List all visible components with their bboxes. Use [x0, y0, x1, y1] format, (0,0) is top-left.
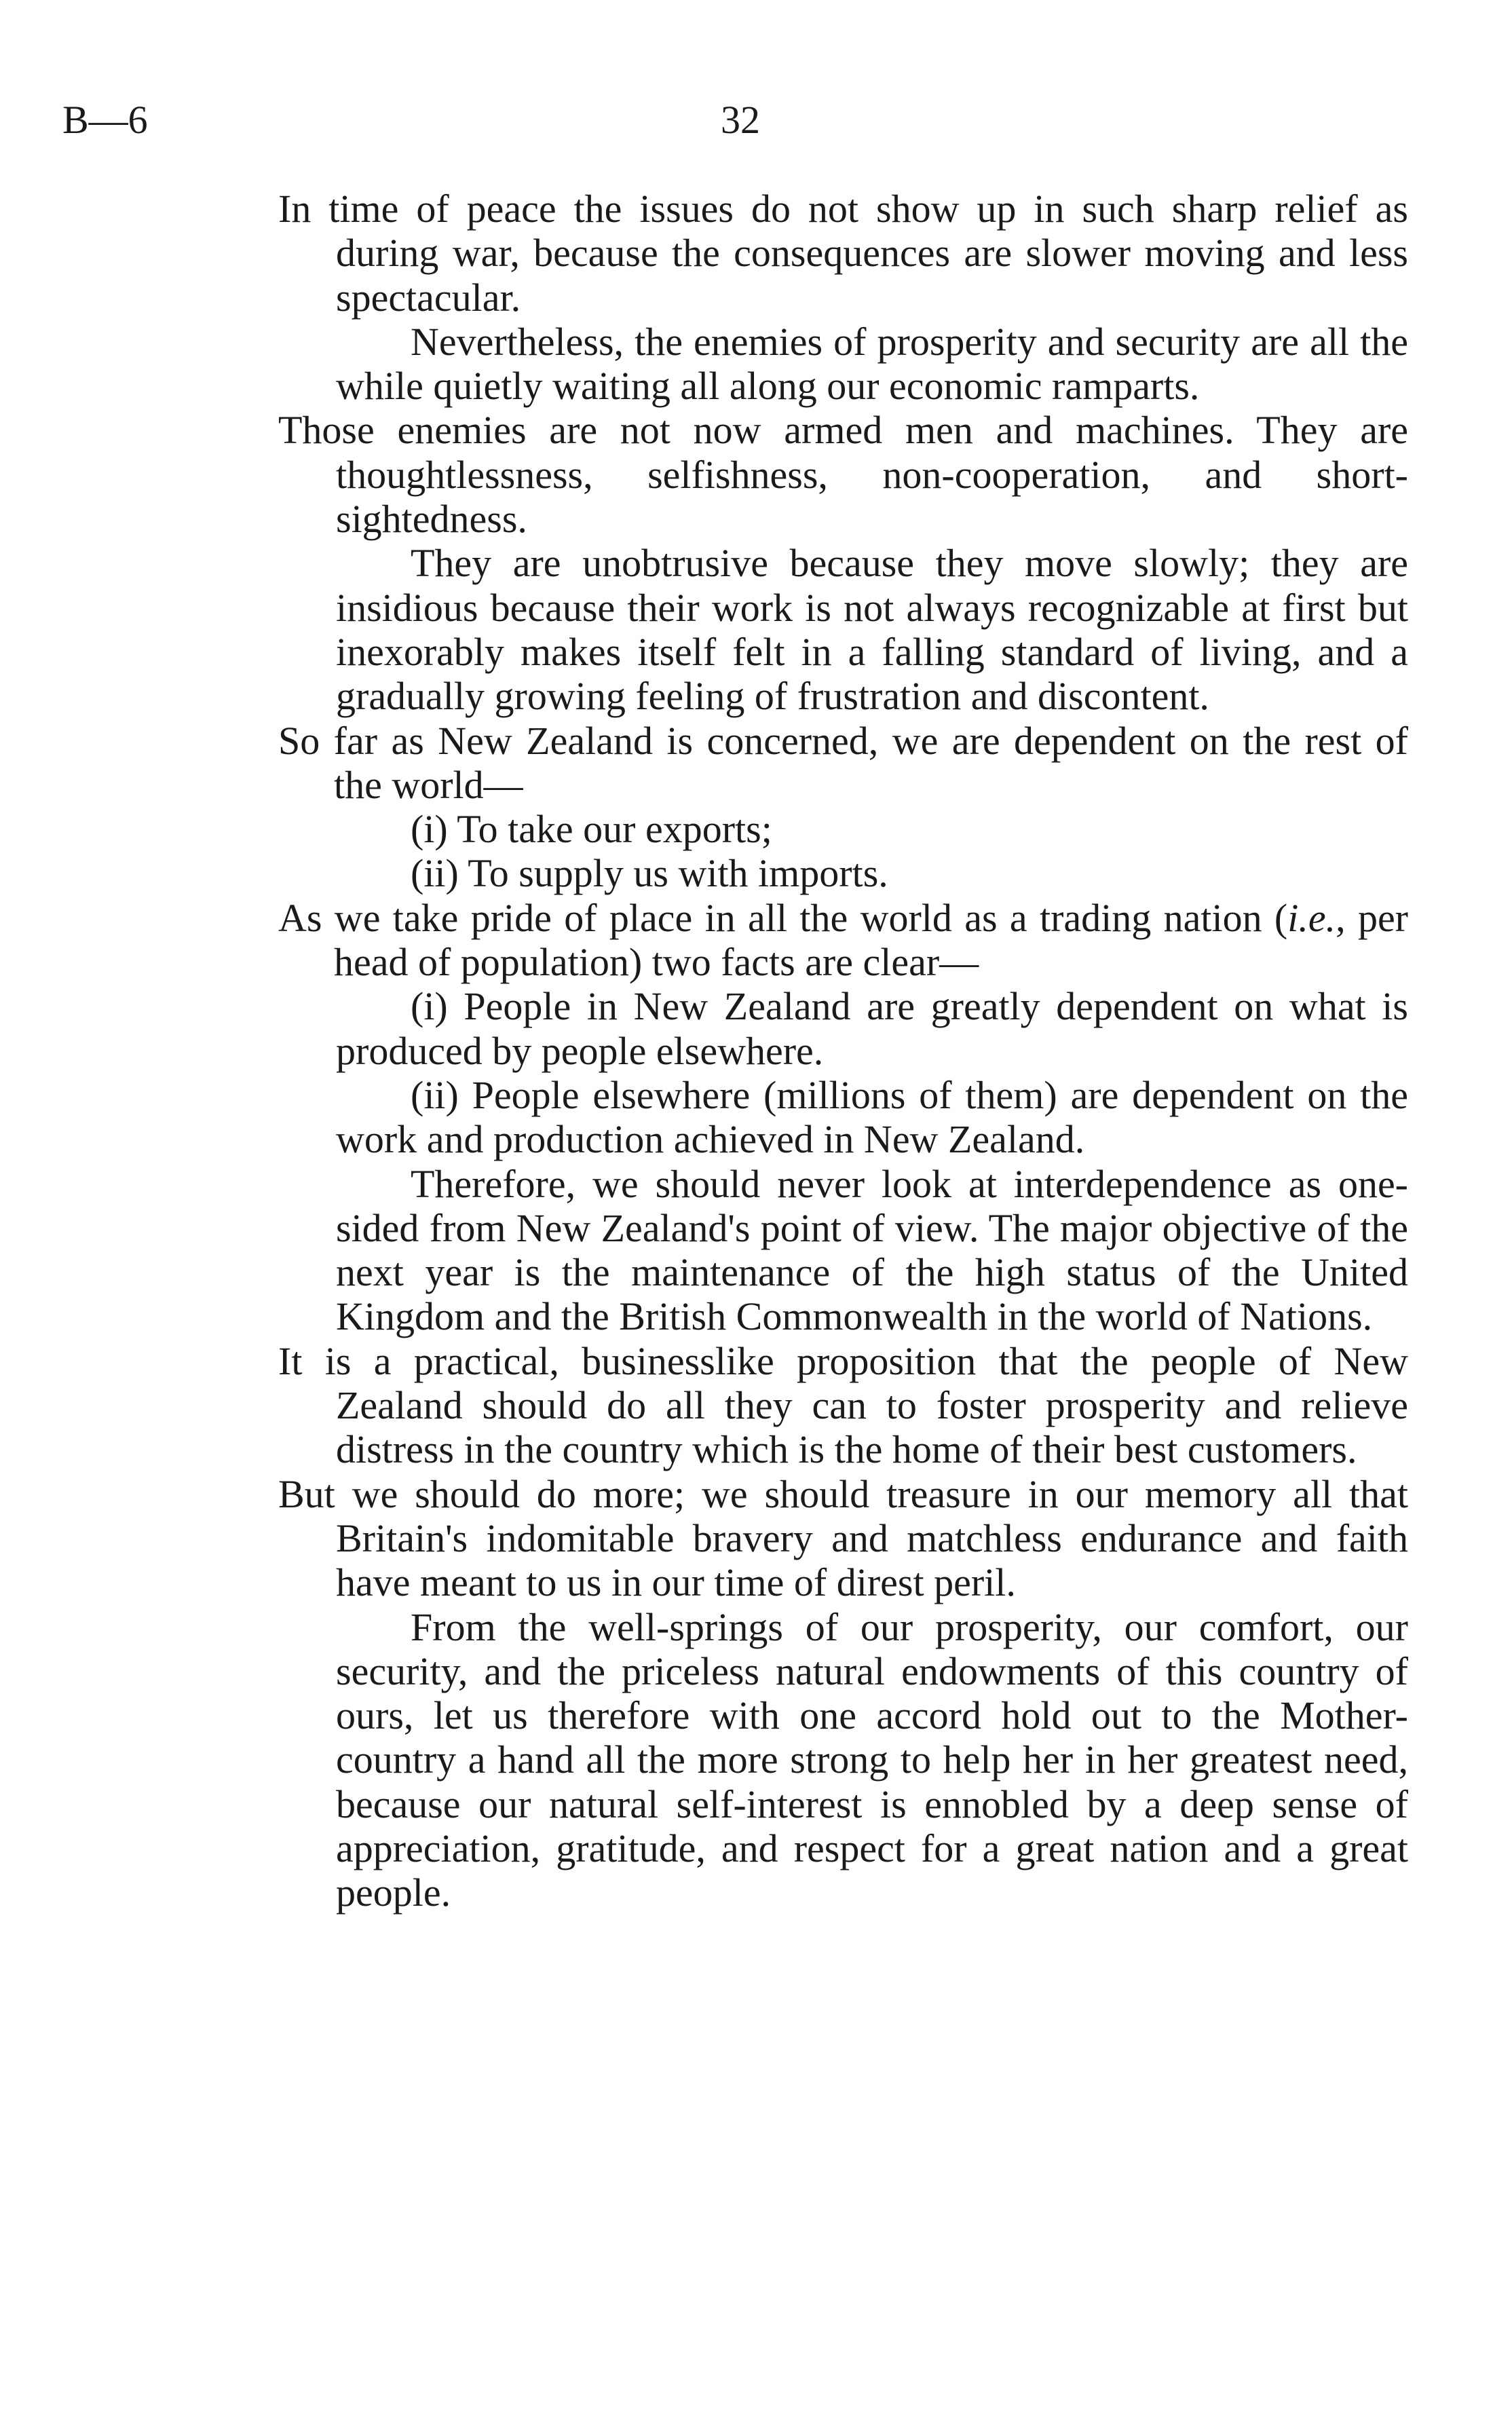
paragraph-nevertheless: Nevertheless, the enemies of prosperity and security are all the while quietly waiting all along our economic ramparts.	[336, 319, 1408, 409]
paragraph-do-more: But we should do more; we should treasure in our memory all that Britain's indomitable bravery and matchless endurance and faith have meant to us in our time of direst peril.	[278, 1471, 1408, 1605]
paragraph-trading-nation	[278, 896, 1408, 985]
document-body	[278, 187, 1408, 1915]
paragraph-those-enemies: Those enemies are not now armed men and machines. They are thoughtlessness, selfishness, non-cooperation, and short-sightedness.	[278, 408, 1408, 542]
trading-nation-abbrev: i.e.	[1287, 895, 1336, 940]
fact-item-elsewhere: (ii) People elsewhere (millions of them) are dependent on the work and production achieved in New Zealand.	[336, 1072, 1408, 1162]
paragraph-so-far: So far as New Zealand is concerned, we are dependent on the rest of the world—	[278, 718, 1408, 807]
list-item-imports: (ii) To supply us with imports.	[411, 851, 888, 896]
paragraph-practical: It is a practical, businesslike proposition that the people of New Zealand should do all they can to foster prosperity and relieve distress in the country which is the home of their best customers.	[278, 1338, 1408, 1472]
trading-nation-text-a: As we take pride of place in all the world as a trading nation (	[278, 895, 1288, 940]
paragraph-therefore: Therefore, we should never look at interdependence as one-sided from New Zealand's point of view. The major objective of the next year is the maintenance of the high status of the United Kingdom and the British Commonwealth in the world of Nations.	[336, 1161, 1408, 1339]
document-code: B—6	[62, 98, 148, 142]
trading-nation-text-b: , per head of population) two facts are clear—	[334, 895, 1408, 985]
fact-item-dependent: (i) People in New Zealand are greatly dependent on what is produced by people elsewhere.	[336, 984, 1408, 1073]
list-item-exports: (i) To take our exports;	[411, 807, 772, 852]
page-number: 32	[721, 98, 760, 142]
paragraph-unobtrusive: They are unobtrusive because they move slowly; they are insidious because their work is not always recognizable at first but inexorably makes itself felt in a falling standard of living, and a gradually growing feeling of frustration and discontent.	[336, 541, 1408, 719]
paragraph-well-springs: From the well-springs of our prosperity, our comfort, our security, and the priceless natural endowments of this country of ours, let us therefore with one accord hold out to the Mother-country a hand all the more strong to help her in her greatest need, because our natural self-interest is ennobled by a deep sense of appreciation, gratitude, and respect for a great nation and a great people.	[336, 1604, 1408, 1915]
paragraph-peace-issues: In time of peace the issues do not show up in such sharp relief as during war, because the consequences are slower moving and less spectacular.	[278, 187, 1408, 320]
